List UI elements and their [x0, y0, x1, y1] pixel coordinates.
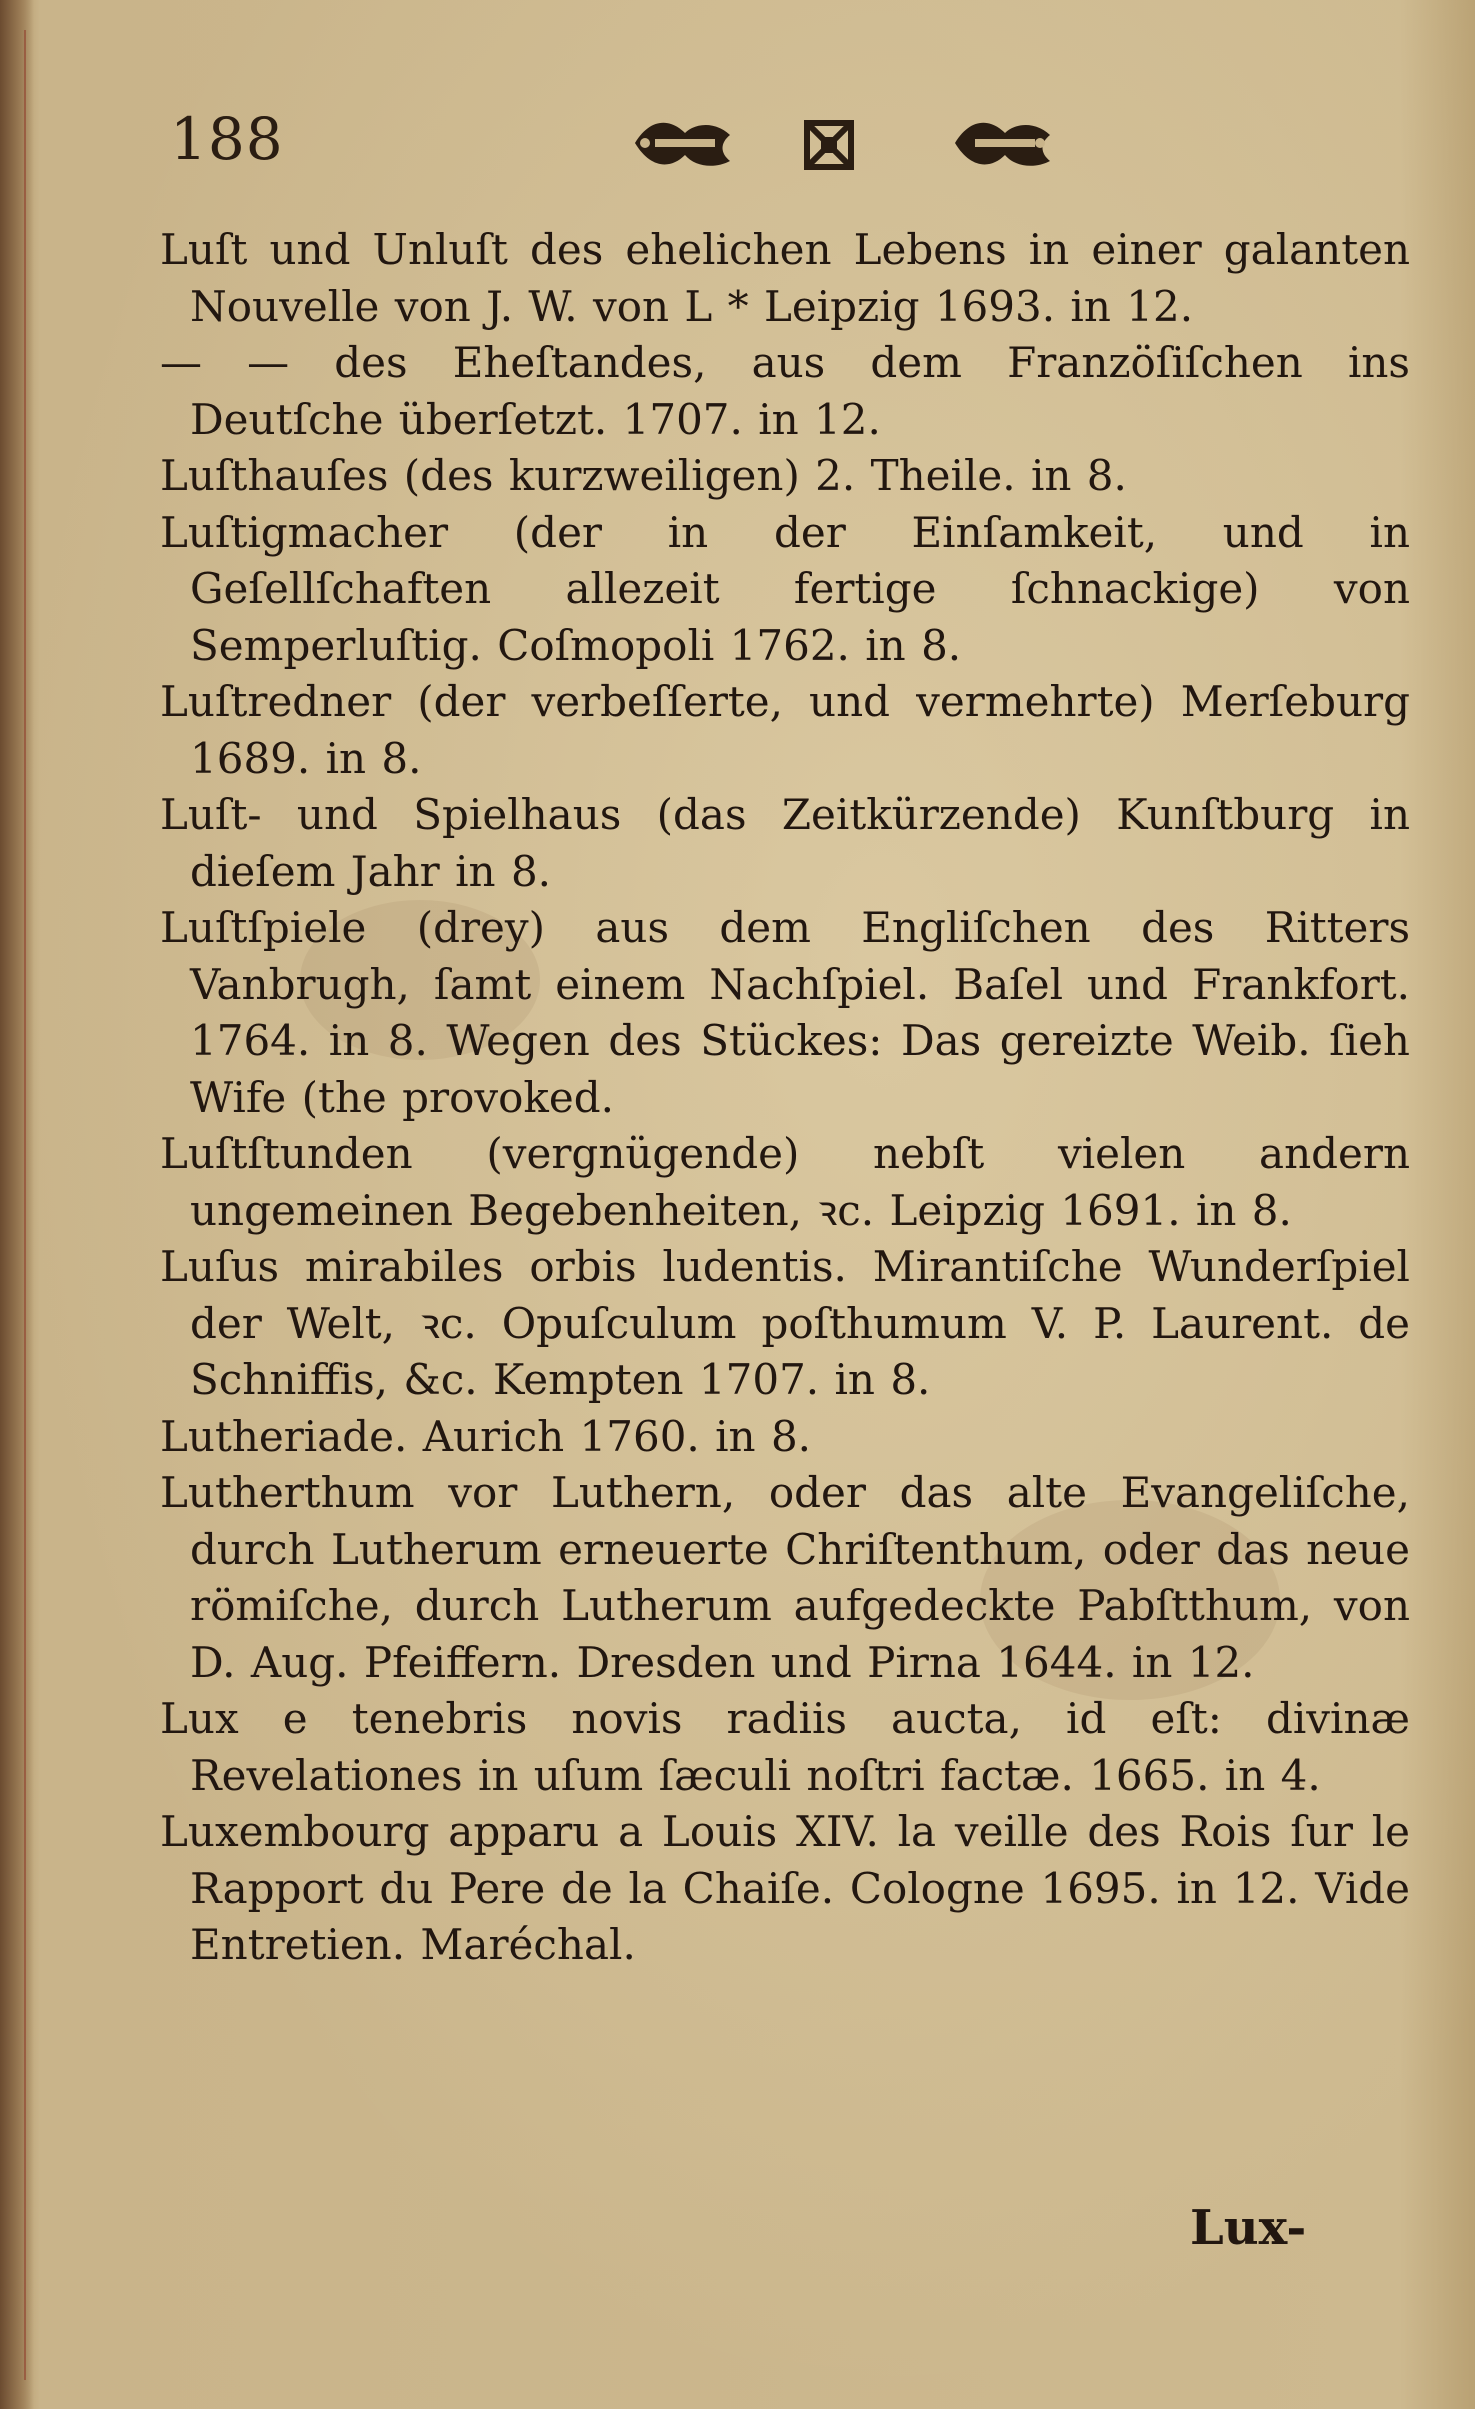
catalog-entry: Luſtigmacher (der in der Einſamkeit, und in Geſellſchaften allezeit fertige ſchnackige) von Semperluſtig. Coſmopoli 1762. in 8.: [160, 507, 1410, 670]
catalog-entry: Luſt und Unluſt des ehelichen Lebens in einer galanten Nouvelle von J. W. von L * Leipzig 1693. in 12.: [160, 225, 1410, 331]
catalog-entry: Lux e tenebris novis radiis aucta, id eſt: divinæ Revelationes in uſum ſæculi noſtri factæ. 1665. in 4.: [160, 1694, 1410, 1800]
catalog-entry: Luſus mirabiles orbis ludentis. Mirantiſche Wunderſpiel der Welt, ꝛc. Opuſculum poſthumum V. P. Laurent. de Schniffis, &c. Kempten 1707. in 8.: [160, 1242, 1410, 1404]
page-header: [170, 105, 1350, 195]
catalog-entries: [160, 222, 1410, 1974]
page-number: 188: [170, 105, 284, 173]
catalog-entry: Luſthauſes (des kurzweiligen) 2. Theile. in 8.: [160, 451, 1127, 500]
catchword: Lux-: [1190, 2200, 1307, 2256]
catalog-entry: Lutherthum vor Luthern, oder das alte Evangeliſche, durch Lutherum erneuerte Chriſtenthum, oder das neue römiſche, durch Lutherum aufgedeckte Pabſtthum, von D. Aug. Pfeiffern. Dresden und Pirna 1644. in 12.: [160, 1468, 1410, 1687]
catalog-entry: Lutheriade. Aurich 1760. in 8.: [160, 1411, 812, 1461]
header-ornament-icon: [625, 113, 1165, 173]
catalog-entry: Luxembourg apparu a Louis XIV. la veille des Rois ſur le Rapport du Pere de la Chaiſe. Cologne 1695. in 12. Vide Entretien. Maréchal.: [160, 1807, 1410, 1969]
page-gutter: [0, 0, 34, 2409]
catalog-entry: Luſtſtunden (vergnügende) nebſt vielen andern ungemeinen Begebenheiten, ꝛc. Leipzig 1691. in 8.: [160, 1129, 1410, 1235]
catalog-entry: Luſtſpiele (drey) aus dem Engliſchen des Ritters Vanbrugh, ſamt einem Nachſpiel. Baſel und Frankfort. 1764. in 8. Wegen des Stückes: Das gereizte Weib. ſieh Wife (the provoked.: [160, 903, 1410, 1122]
catalog-entry: — — des Eheſtandes, aus dem Franzöſiſchen ins Deutſche überſetzt. 1707. in 12.: [160, 338, 1410, 444]
catalog-entry: Luſtredner (der verbeſſerte, und vermehrte) Merſeburg 1689. in 8.: [160, 677, 1410, 783]
gutter-edge-line: [24, 30, 26, 2380]
catalog-entry: Luſt- und Spielhaus (das Zeitkürzende) Kunſtburg in dieſem Jahr in 8.: [160, 790, 1410, 896]
